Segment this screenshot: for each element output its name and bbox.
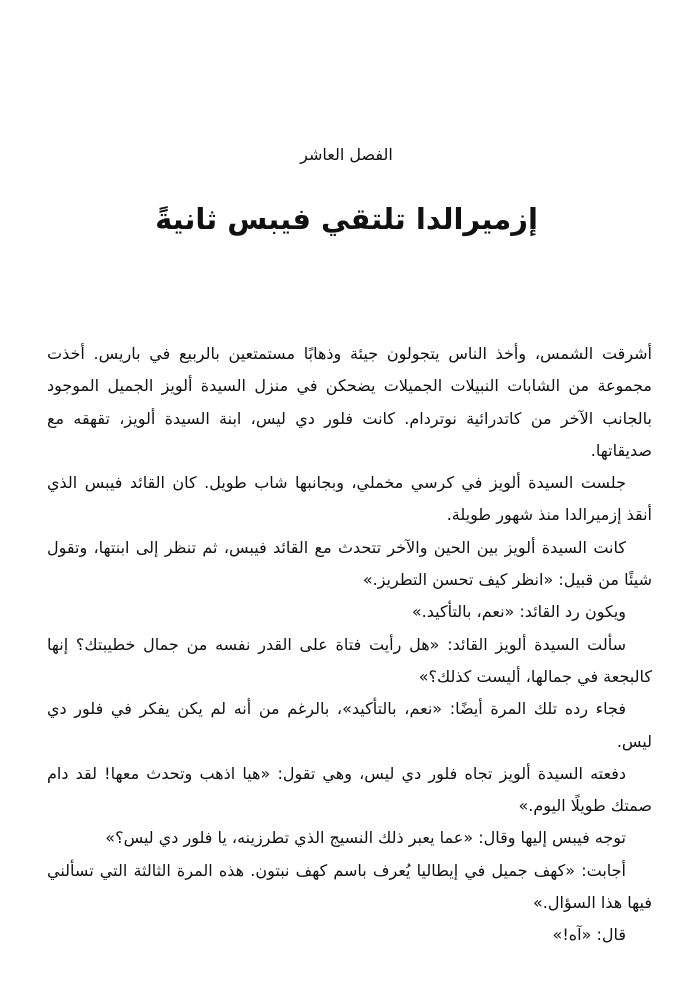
paragraph: ويكون رد القائد: «نعم، بالتأكيد.» <box>411 602 626 622</box>
paragraph: فجاء رده تلك المرة أيضًا: «نعم، بالتأكيد»، بالرغم من أنه لم يكن يفكر في فلور دي ليس. <box>47 699 652 751</box>
chapter-label: الفصل العاشر <box>300 145 393 164</box>
paragraph: كانت السيدة ألويز بين الحين والآخر تتحدث مع القائد فيبس، ثم تنظر إلى ابنتها، وتقول شيئًا من قبيل: «انظر كيف تحسن التطريز.» <box>47 537 652 590</box>
paragraph: دفعته السيدة ألويز تجاه فلور دي ليس، وهي تقول: «هيا اذهب وتحدث معها! لقد دام صمتك طويلًا اليوم.» <box>47 763 652 816</box>
paragraph: قال: «آه!» <box>552 925 626 945</box>
paragraph: توجه فيبس إليها وقال: «عما يعبر ذلك النسيج الذي تطرزينه، يا فلور دي ليس؟» <box>105 828 626 848</box>
paragraph: سألت السيدة ألويز القائد: «هل رأيت فتاة على القدر نفسه من جمال خطيبتك؟ إنها كالبجعة في جمالها، أليست كذلك؟» <box>47 634 652 686</box>
paragraph: أشرقت الشمس، وأخذ الناس يتجولون جيئة وذهابًا مستمتعين بالربيع في باريس. أخذت مجموعة من الشابات النبيلات الجميلات يضحكن في منزل السيدة ألويز الجميل الموجود بالجانب الآخر من كاتدرائية نوتردام. كانت فلور دي ليس، ابنة السيدة ألويز، تقهقه مع صديقاتها. <box>47 344 652 460</box>
chapter-body <box>47 338 652 952</box>
paragraph: جلست السيدة ألويز في كرسي مخملي، وبجانبها شاب طويل. كان القائد فيبس الذي أنقذ إزميرالدا منذ شهور طويلة. <box>47 473 652 525</box>
chapter-title: إزميرالدا تلتقي فيبس ثانيةً <box>155 202 538 236</box>
paragraph: أجابت: «كهف جميل في إيطاليا يُعرف باسم كهف نبتون. هذه المرة الثالثة التي تسألني فيها هذا السؤال.» <box>47 860 652 913</box>
